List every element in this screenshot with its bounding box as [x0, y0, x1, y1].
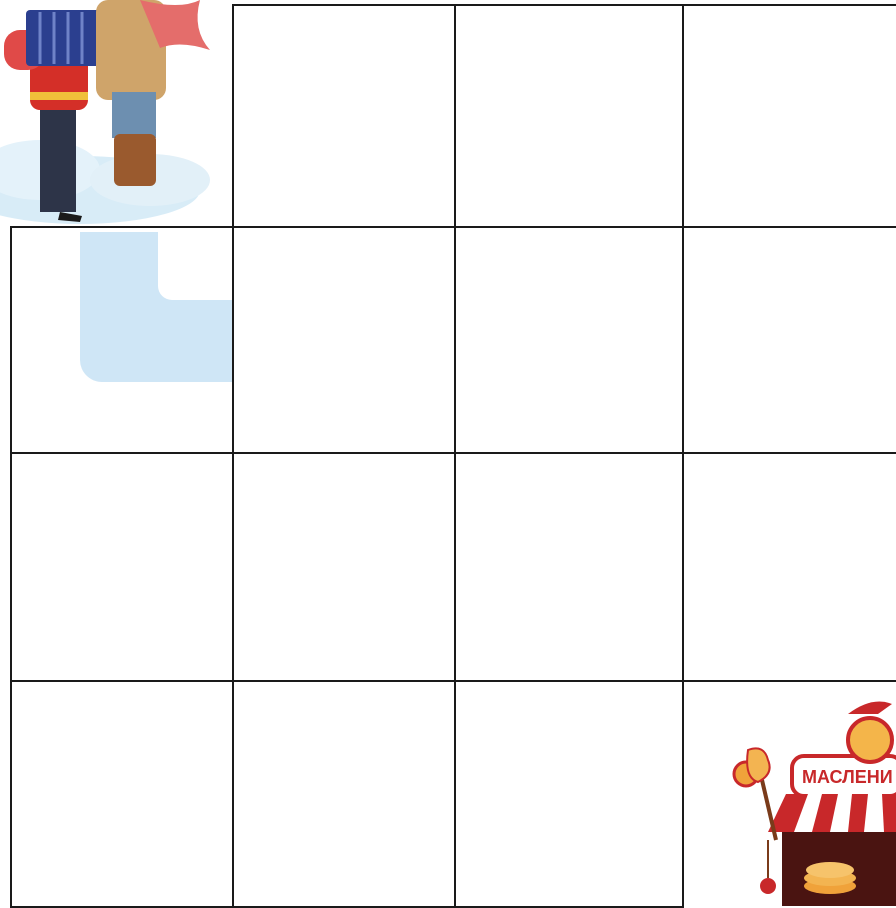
grid-cell-r2-c1[interactable]	[232, 452, 456, 682]
grid-cell-r2-c3[interactable]	[682, 452, 896, 682]
grid-cell-r1-c1[interactable]	[232, 226, 456, 454]
grid-cell-r0-c3[interactable]	[682, 4, 896, 230]
grid-cell-r3-c0[interactable]	[10, 680, 234, 908]
grid-cell-r1-c3[interactable]	[682, 226, 896, 454]
start-arrow-marker	[80, 232, 232, 382]
maslenitsa-stall-illustration	[722, 690, 896, 906]
grid-cell-r0-c2[interactable]	[454, 4, 684, 230]
grid-cell-r2-c0[interactable]	[10, 452, 234, 682]
grid-cell-r3-c2[interactable]	[454, 680, 684, 908]
grid-cell-r2-c2[interactable]	[454, 452, 684, 682]
grid-cell-r1-c2[interactable]	[454, 226, 684, 454]
stall-sign: МАСЛЕНИ	[802, 767, 893, 787]
grid-cell-r0-c1[interactable]	[232, 4, 456, 230]
grid-cell-r3-c1[interactable]	[232, 680, 456, 908]
folk-couple-illustration	[0, 0, 232, 228]
